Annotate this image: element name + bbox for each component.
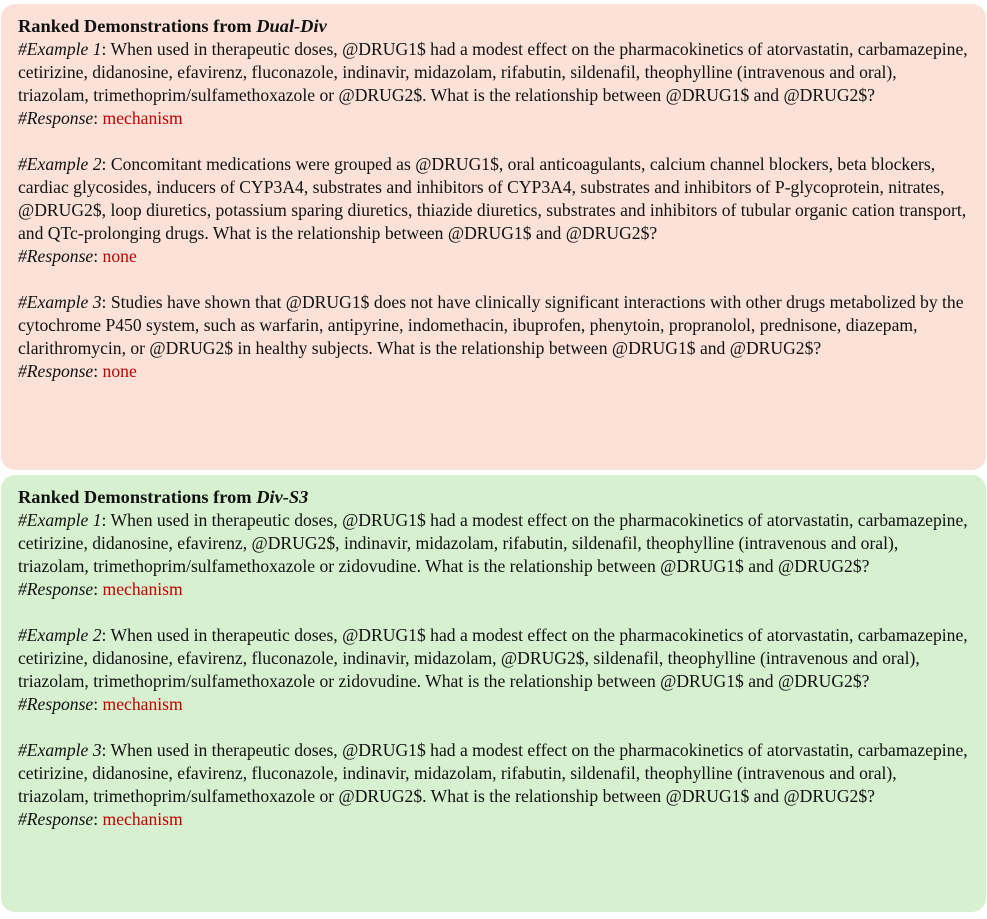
example-block <box>18 739 969 831</box>
response-line <box>18 693 969 716</box>
panel-title-prefix: Ranked Demonstrations from <box>18 487 257 507</box>
response-separator: : <box>93 579 103 599</box>
response-line <box>18 578 969 601</box>
response-line <box>18 360 969 383</box>
response-line <box>18 107 969 130</box>
response-label: #Response <box>18 694 94 714</box>
example-text <box>18 739 969 808</box>
response-value: none <box>102 361 137 381</box>
example-block <box>18 624 969 716</box>
example-label: #Example 3 <box>18 292 102 312</box>
response-label: #Response <box>18 361 94 381</box>
response-separator: : <box>93 361 103 381</box>
example-block <box>18 38 969 130</box>
example-block <box>18 153 969 268</box>
response-separator: : <box>93 246 103 266</box>
response-value: mechanism <box>102 579 183 599</box>
example-text <box>18 291 969 360</box>
dual-div-panel <box>1 4 986 470</box>
response-separator: : <box>93 108 103 128</box>
response-value: mechanism <box>102 108 183 128</box>
div-s3-panel <box>1 475 986 912</box>
response-label: #Response <box>18 809 94 829</box>
response-value: none <box>102 246 137 266</box>
panel-title <box>18 15 969 38</box>
response-separator: : <box>93 694 103 714</box>
response-separator: : <box>93 809 103 829</box>
example-block <box>18 291 969 383</box>
example-body: : When used in therapeutic doses, @DRUG1$ had a modest effect on the pharmacokinetics of atorvastatin, carbamazepine, cetirizine, didanosine, efavirenz, @DRUG2$, indinavir, midazolam, rifabutin, sildenafil, theophylline (intravenous and oral), triazolam, trimethoprim/sulfamethoxazole or zidovudine. What is the relationship between @DRUG1$ and @DRUG2$? <box>18 510 968 576</box>
response-value: mechanism <box>102 694 183 714</box>
method-name: Dual-Div <box>256 16 327 36</box>
example-block <box>18 509 969 601</box>
example-body: : When used in therapeutic doses, @DRUG1$ had a modest effect on the pharmacokinetics of atorvastatin, carbamazepine, cetirizine, didanosine, efavirenz, fluconazole, indinavir, midazolam, rifabutin, sildenafil, theophylline (intravenous and oral), triazolam, trimethoprim/sulfamethoxazole or @DRUG2$. What is the relationship between @DRUG1$ and @DRUG2$? <box>18 39 968 105</box>
panel-title <box>18 486 969 509</box>
example-body: : When used in therapeutic doses, @DRUG1$ had a modest effect on the pharmacokinetics of atorvastatin, carbamazepine, cetirizine, didanosine, efavirenz, fluconazole, indinavir, midazolam, rifabutin, sildenafil, theophylline (intravenous and oral), triazolam, trimethoprim/sulfamethoxazole or @DRUG2$. What is the relationship between @DRUG1$ and @DRUG2$? <box>18 740 968 806</box>
response-label: #Response <box>18 579 94 599</box>
example-text <box>18 38 969 107</box>
example-label: #Example 2 <box>18 625 102 645</box>
response-value: mechanism <box>102 809 183 829</box>
response-line <box>18 245 969 268</box>
response-label: #Response <box>18 246 94 266</box>
example-label: #Example 3 <box>18 740 102 760</box>
example-label: #Example 1 <box>18 510 102 530</box>
example-text <box>18 624 969 693</box>
method-name: Div-S3 <box>256 487 309 507</box>
example-label: #Example 1 <box>18 39 102 59</box>
example-text <box>18 509 969 578</box>
example-label: #Example 2 <box>18 154 102 174</box>
response-label: #Response <box>18 108 94 128</box>
response-line <box>18 808 969 831</box>
example-body: : Concomitant medications were grouped as @DRUG1$, oral anticoagulants, calcium channel blockers, beta blockers, cardiac glycosides, inducers of CYP3A4, substrates and inhibitors of CYP3A4, substrates and inhibitors of P-glycoprotein, nitrates, @DRUG2$, loop diuretics, potassium sparing diuretics, thiazide diuretics, substrates and inhibitors of tubular organic cation transport, and QTc-prolonging drugs. What is the relationship between @DRUG1$ and @DRUG2$? <box>18 154 967 243</box>
example-text <box>18 153 969 245</box>
example-body: : Studies have shown that @DRUG1$ does not have clinically significant interactions with other drugs metabolized by the cytochrome P450 system, such as warfarin, antipyrine, indomethacin, ibuprofen, phenytoin, propranolol, prednisone, diazepam, clarithromycin, or @DRUG2$ in healthy subjects. What is the relationship between @DRUG1$ and @DRUG2$? <box>18 292 964 358</box>
panel-title-prefix: Ranked Demonstrations from <box>18 16 257 36</box>
example-body: : When used in therapeutic doses, @DRUG1$ had a modest effect on the pharmacokinetics of atorvastatin, carbamazepine, cetirizine, didanosine, efavirenz, fluconazole, indinavir, midazolam, @DRUG2$, sildenafil, theophylline (intravenous and oral), triazolam, trimethoprim/sulfamethoxazole or zidovudine. What is the relationship between @DRUG1$ and @DRUG2$? <box>18 625 968 691</box>
